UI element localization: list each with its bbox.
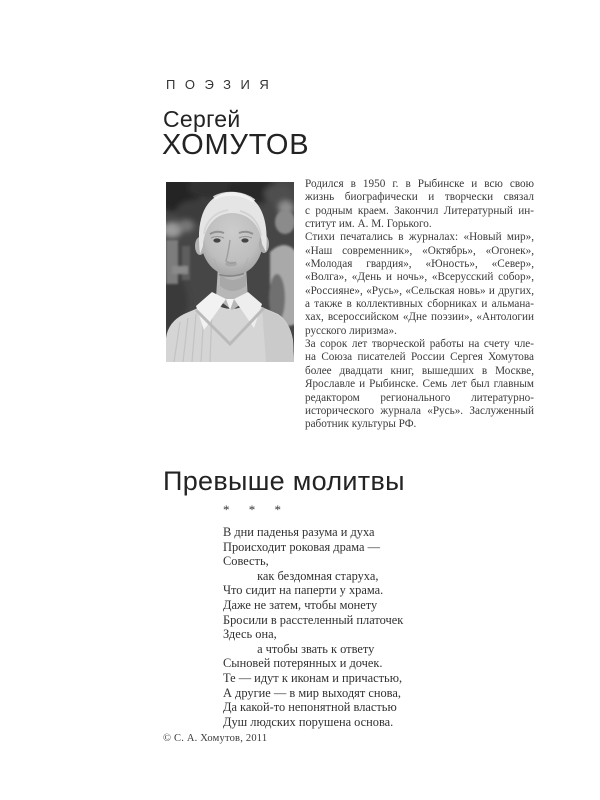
author-photo [166, 182, 294, 362]
bio-line: «Россияне», «Русь», «Сельская новь» и других, [305, 284, 534, 297]
bio-line: За сорок лет творческой работы на счету чле- [305, 338, 534, 351]
poem-separator: * * * [223, 502, 289, 517]
bio-line: на Союза писателей России Сергея Хомутова [305, 351, 534, 364]
poem-line: Здесь она, [223, 627, 277, 642]
bio-line: работник культуры РФ. [305, 418, 417, 431]
bio-line: ститут им. А. М. Горького. [305, 218, 432, 231]
poem-line: Сыновей потерянных и дочек. [223, 656, 383, 671]
poem-line: Что сидит на паперти у храма. [223, 583, 384, 598]
bio-line: Родился в 1950 г. в Рыбинске и всю свою [305, 178, 534, 190]
poem-body [223, 525, 403, 729]
rubric-label: ПОЭЗИЯ [166, 77, 279, 92]
poem-line: А другие — в мир выходят снова, [223, 685, 401, 700]
poem-line: а чтобы звать к ответу [223, 641, 375, 656]
poem-line: Происходит роковая драма — [223, 539, 381, 554]
section-title: Превыше молитвы [163, 466, 405, 496]
poem-line: как бездомная старуха, [223, 568, 379, 583]
poem-line: В дни паденья разума и духа [223, 525, 375, 539]
author-portrait-image [166, 182, 294, 362]
bio-line: а также в коллективных сборниках и альмана- [305, 298, 534, 311]
poem-line: Даже не затем, чтобы монету [223, 597, 378, 612]
bio-line: Ярославле и Рыбинске. Семь лет был главным [305, 378, 534, 391]
poem-line: Да какой-то непонятной властью [223, 700, 397, 715]
bio-line: исторического журнала «Русь». Заслуженный [305, 404, 534, 417]
poem-line: Те — идут к иконам и причастью, [223, 670, 403, 685]
bio-line: русского лиризма». [305, 324, 397, 337]
bio-line: «Наш современник», «Октябрь», «Огонек», [305, 244, 534, 257]
author-bio [305, 178, 534, 432]
bio-line: «Волга», «День и ночь», «Всерусский собор», [305, 271, 534, 284]
author-first-name: Сергей [163, 106, 241, 132]
poem-line: Совесть, [223, 554, 269, 569]
bio-line: более двадцати книг, вышедших в Москве, [305, 364, 534, 377]
copyright-notice: © С. А. Хомутов, 2011 [163, 733, 268, 744]
bio-line: «Молодая гвардия», «Юность», «Север», [305, 258, 534, 271]
bio-line: с родным краем. Закончил Литературный ин- [305, 204, 534, 217]
poem-line: Душ людских порушена основа. [223, 714, 394, 729]
author-last-name: ХОМУТОВ [162, 129, 310, 161]
bio-line: Стихи печатались в журналах: «Новый мир», [305, 231, 534, 244]
poem-line: Бросили в расстеленный платочек [223, 612, 404, 627]
bio-line: хах, всероссийском «Дне поэзии», «Антологии [305, 311, 534, 324]
bio-line: жизнь биографически и творчески связал [305, 191, 534, 204]
bio-line: редактором регионального литературно- [305, 391, 534, 404]
